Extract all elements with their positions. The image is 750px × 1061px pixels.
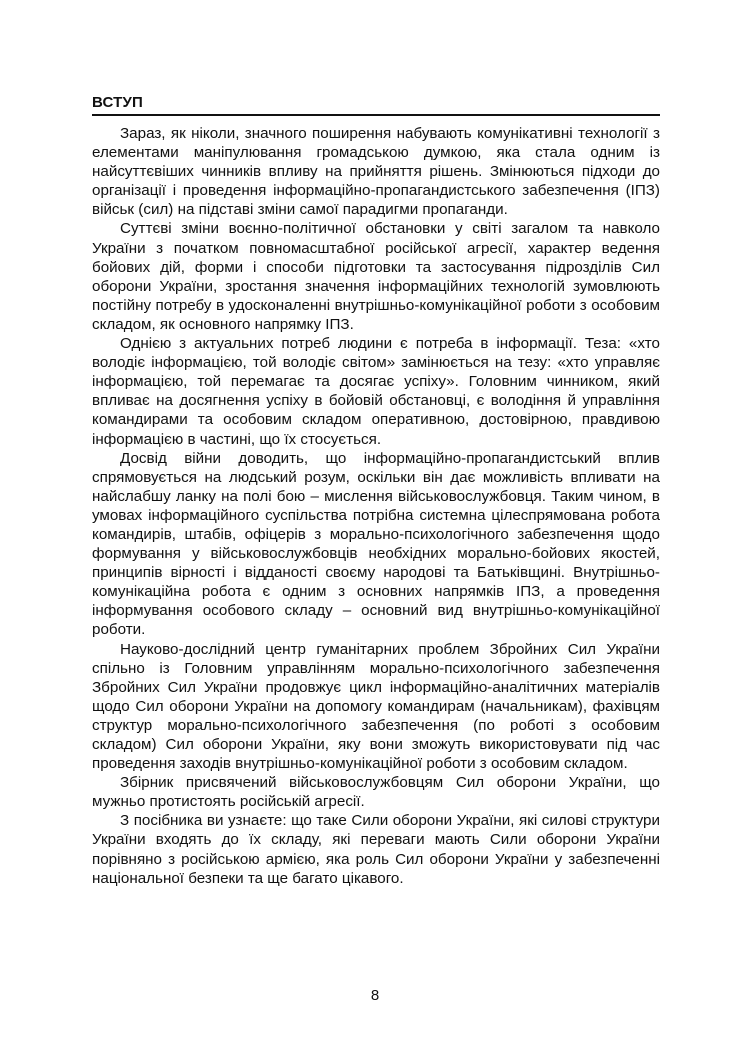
paragraph-2: Суттєві зміни воєнно-політичної обстановки у світі загалом та навколо України з початком повномасштабної російської агресії, характер ведення бойових дій, форми і способи підготовки та застосування підрозділів Сил оборони України, зростання значення інформаційних технологій зумовлюють постійну потребу в удосконаленні внутрішньо-комунікаційної роботи з особовим складом, як основного напрямку ІПЗ.: [92, 220, 660, 333]
paragraph-4: Досвід війни доводить, що інформаційно-пропагандистський вплив спрямовується на людський розум, оскільки він дає можливість впливати на найслабшу ланку на полі бою – мислення військовослужбовця. Таким чином, в умовах інформаційного суспільства потрібна системна цілеспрямована робота командирів, штабів, офіцерів з морально-психологічного забезпечення щодо формування у військовослужбовців необхідних морально-бойових якостей, принципів вірності і відданості своєму народові та Батьківщині. Внутрішньо-комунікаційна робота є одним з основних напрямків ІПЗ, а проведення інформування особового складу – основний вид внутрішньо-комунікаційної роботи.: [92, 449, 660, 639]
paragraph-6: Збірник присвячений військовослужбовцям Сил оборони України, що мужньо протистоять російській агресії.: [92, 774, 660, 811]
section-heading: ВСТУП: [92, 94, 660, 116]
paragraph-7: З посібника ви узнаєте: що таке Сили оборони України, які силові структури України входять до їх складу, які переваги мають Сили оборони України порівняно з російською армією, яка роль Сил оборони України у забезпеченні національної безпеки та ще багато цікавого.: [92, 812, 660, 887]
paragraph-5: Науково-дослідний центр гуманітарних проблем Збройних Сил України спільно із Головним управлінням морально-психологічного забезпечення Збройних Сил України продовжує цикл інформаційно-аналітичних матеріалів щодо Сил оборони України на допомогу командирам (начальникам), фахівцям структур морально-психологічного забезпечення (по роботі з особовим складом) Сил оборони України, яку вони зможуть використовувати під час проведення заходів внутрішньо-комунікаційної роботи з особовим складом.: [92, 640, 660, 773]
page-number: 8: [370, 987, 380, 1004]
paragraph-3: Однією з актуальних потреб людини є потреба в інформації. Теза: «хто володіє інформацією, той володіє світом» замінюється на тезу: «хто управляє інформацією, той перемагає та досягає успіху». Головним чинником, який впливає на досягнення успіху в бойовій обстановці, є володіння й управління командирами та особовим складом оперативною, достовірною, правдивою інформацією в частині, що їх стосується.: [92, 335, 660, 448]
page-content: [92, 94, 660, 888]
paragraph-1: Зараз, як ніколи, значного поширення набувають комунікативні технології з елементами маніпулювання громадською думкою, яка стала одним із найсуттєвіших чинників впливу на прийняття рішень. Змінюються підходи до організації і проведення інформаційно-пропагандистського забезпечення (ІПЗ) військ (сил) на підставі зміни самої парадигми пропаганди.: [92, 125, 660, 219]
body-text: [92, 124, 660, 888]
